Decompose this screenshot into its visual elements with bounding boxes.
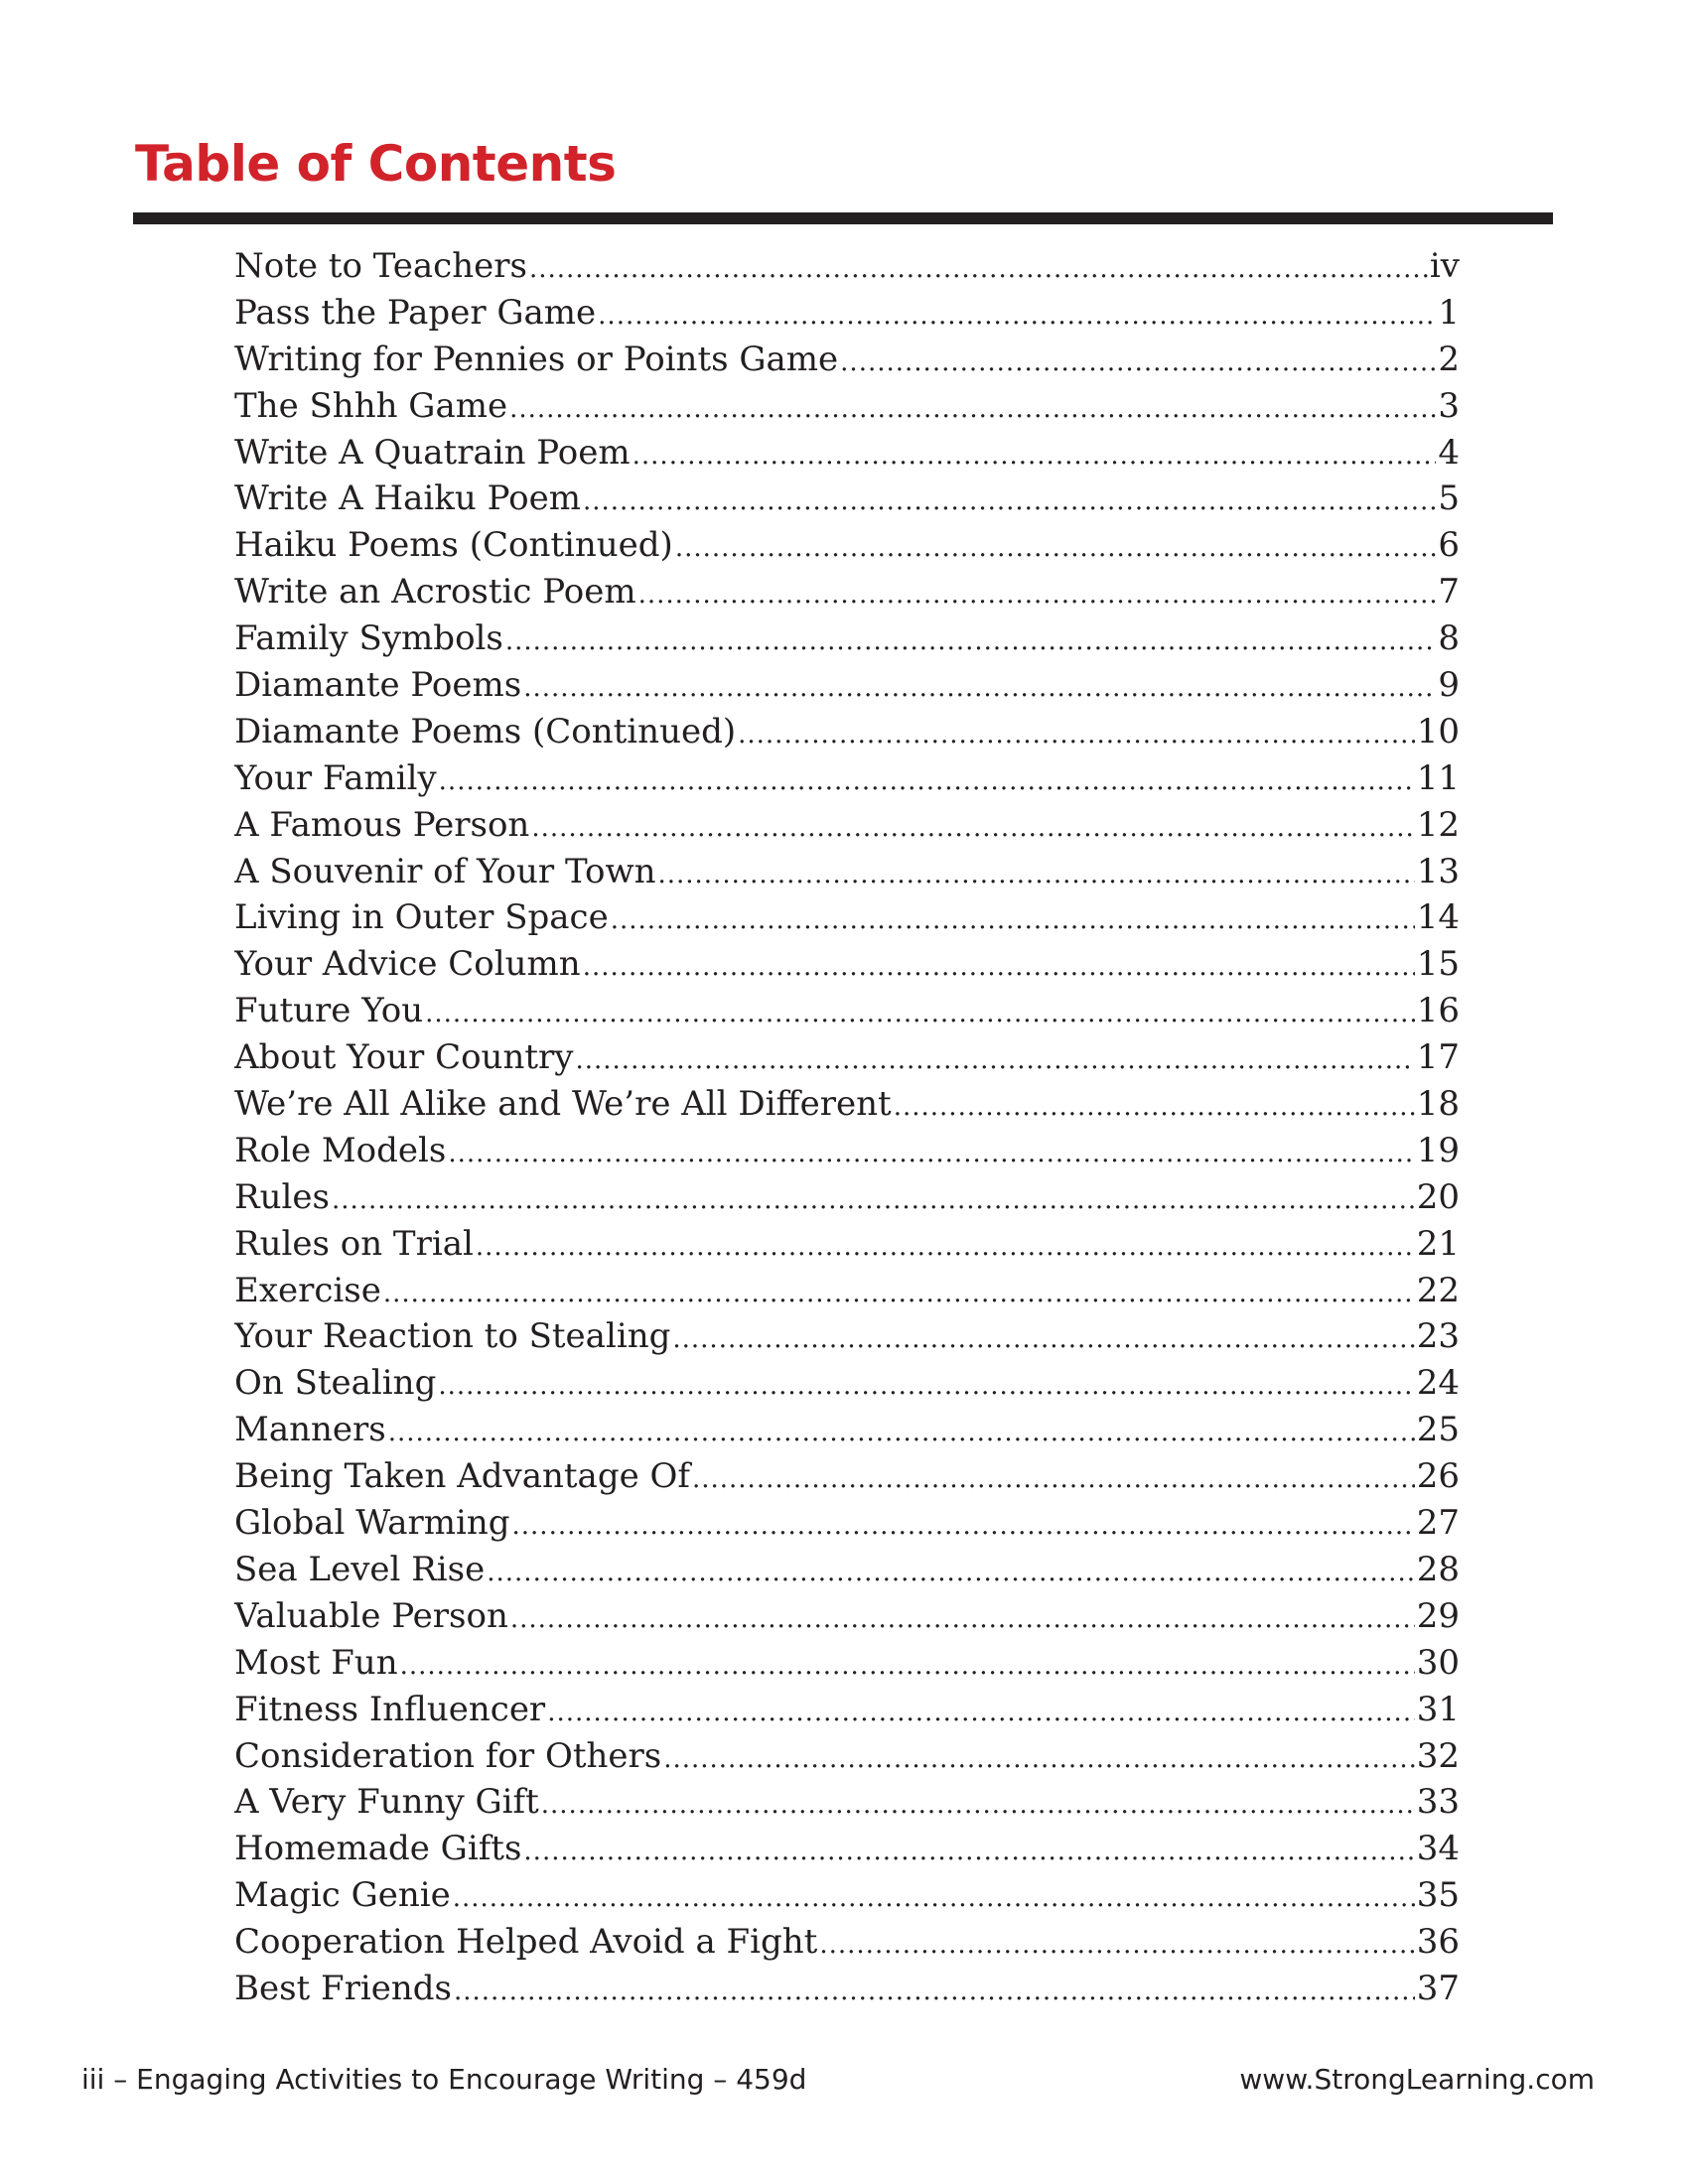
- toc-entry-page: 37: [1416, 1968, 1460, 2008]
- toc-entry: [234, 1363, 1460, 1410]
- toc-dot-leader: [383, 1279, 1415, 1308]
- toc-entry-page: 5: [1438, 478, 1460, 519]
- page-title: Table of Contents: [135, 135, 617, 193]
- toc-entry-page: 6: [1438, 525, 1460, 566]
- toc-entry-page: 25: [1416, 1410, 1460, 1450]
- toc-entry: [234, 712, 1460, 758]
- toc-dot-leader: [332, 1185, 1415, 1215]
- toc-dot-leader: [547, 1698, 1415, 1727]
- toc-entry-title: Living in Outer Space: [234, 897, 609, 938]
- toc-dot-leader: [611, 905, 1415, 935]
- toc-dot-leader: [840, 347, 1436, 377]
- toc-entry-page: 9: [1438, 665, 1460, 706]
- toc-dot-leader: [531, 813, 1414, 843]
- toc-dot-leader: [448, 1139, 1414, 1168]
- toc-entry-title: Rules on Trial: [234, 1223, 474, 1264]
- toc-dot-leader: [523, 1837, 1414, 1866]
- toc-entry-page: 33: [1416, 1782, 1460, 1823]
- toc-entry-title: Your Advice Column: [234, 944, 581, 985]
- toc-entry-page: 19: [1416, 1130, 1460, 1170]
- toc-entry-title: Write an Acrostic Poem: [234, 572, 636, 613]
- toc-dot-leader: [575, 1045, 1414, 1075]
- toc-entry: [234, 1782, 1460, 1829]
- toc-entry-page: 13: [1416, 851, 1460, 891]
- toc-entry-page: 11: [1416, 757, 1460, 798]
- toc-entry: [234, 525, 1460, 572]
- toc-dot-leader: [657, 860, 1414, 889]
- toc-entry-page: 16: [1416, 991, 1460, 1031]
- toc-dot-leader: [663, 1744, 1415, 1774]
- toc-entry-page: 14: [1416, 897, 1460, 938]
- toc-entry-title: Homemade Gifts: [234, 1829, 522, 1869]
- toc-entry-title: Pass the Paper Game: [234, 292, 597, 333]
- toc-dot-leader: [633, 441, 1437, 471]
- toc-entry: [234, 293, 1460, 340]
- toc-entry-page: 18: [1416, 1084, 1460, 1125]
- toc-entry-title: The Shhh Game: [234, 385, 508, 426]
- toc-dot-leader: [454, 1977, 1415, 2006]
- toc-entry: [234, 1177, 1460, 1224]
- toc-entry: [234, 1037, 1460, 1084]
- toc-entry-page: 23: [1416, 1316, 1460, 1357]
- toc-entry-title: Consideration for Others: [234, 1735, 662, 1776]
- toc-entry-title: Best Friends: [234, 1968, 452, 2008]
- toc-dot-leader: [487, 1558, 1414, 1587]
- toc-entry: [234, 805, 1460, 852]
- toc-entry: [234, 386, 1460, 433]
- toc-entry: [234, 340, 1460, 386]
- toc-dot-leader: [692, 1464, 1415, 1494]
- toc-entry-title: We’re All Alike and We’re All Different: [234, 1084, 892, 1125]
- toc-entry-title: Write A Haiku Poem: [234, 478, 581, 519]
- toc-dot-leader: [425, 999, 1415, 1028]
- toc-entry: [234, 1456, 1460, 1503]
- toc-dot-leader: [819, 1930, 1414, 1960]
- toc-entry-page: 8: [1438, 618, 1460, 659]
- footer-website: www.StrongLearning.com: [1239, 2063, 1595, 2096]
- toc-entry-title: Rules: [234, 1176, 330, 1217]
- toc-dot-leader: [638, 580, 1437, 610]
- toc-entry-page: 34: [1416, 1829, 1460, 1869]
- footer-page-label: iii – Engaging Activities to Encourage Writing – 459d: [81, 2063, 807, 2096]
- toc-entry-page: 26: [1416, 1456, 1460, 1497]
- toc-entry: [234, 246, 1460, 293]
- toc-dot-leader: [439, 766, 1415, 796]
- toc-entry-title: Your Reaction to Stealing: [234, 1316, 671, 1357]
- toc-entry: [234, 618, 1460, 665]
- toc-dot-leader: [509, 394, 1436, 424]
- toc-dot-leader: [894, 1092, 1415, 1122]
- toc-dot-leader: [738, 720, 1415, 750]
- toc-entry: [234, 1969, 1460, 2015]
- toc-entry: [234, 1829, 1460, 1875]
- toc-entry-page: 35: [1416, 1875, 1460, 1916]
- toc-entry: [234, 1550, 1460, 1596]
- toc-entry-title: Valuable Person: [234, 1595, 508, 1636]
- toc-entry: [234, 852, 1460, 898]
- toc-entry-title: Global Warming: [234, 1503, 510, 1544]
- toc-entry-page: 24: [1416, 1363, 1460, 1404]
- toc-entry: [234, 1922, 1460, 1969]
- toc-dot-leader: [476, 1232, 1415, 1262]
- toc-entry-page: 7: [1438, 572, 1460, 613]
- toc-dot-leader: [583, 486, 1436, 516]
- toc-entry-title: Exercise: [234, 1270, 381, 1310]
- toc-entry: [234, 1084, 1460, 1131]
- toc-entry: [234, 665, 1460, 712]
- toc-entry-title: A Very Funny Gift: [234, 1782, 539, 1823]
- toc-entry-title: Sea Level Rise: [234, 1549, 486, 1589]
- toc-entry-page: 30: [1416, 1642, 1460, 1683]
- toc-entry-page: 12: [1416, 804, 1460, 845]
- toc-entry-page: 10: [1416, 711, 1460, 751]
- toc-dot-leader: [438, 1371, 1414, 1401]
- toc-entry-page: 29: [1416, 1595, 1460, 1636]
- toc-dot-leader: [453, 1883, 1415, 1913]
- toc-entry: [234, 1131, 1460, 1177]
- toc-entry: [234, 478, 1460, 525]
- toc-entry-title: Role Models: [234, 1130, 447, 1170]
- toc-dot-leader: [583, 952, 1415, 982]
- toc-entry-page: 15: [1416, 944, 1460, 985]
- toc-entry-title: Writing for Pennies or Points Game: [234, 339, 839, 379]
- toc-dot-leader: [510, 1604, 1415, 1634]
- toc-entry-page: 17: [1416, 1037, 1460, 1078]
- toc-entry-title: Your Family: [234, 757, 437, 798]
- toc-dot-leader: [541, 1790, 1415, 1820]
- toc-entry-page: 4: [1438, 432, 1460, 473]
- toc-entry-page: 27: [1416, 1503, 1460, 1544]
- toc-entry: [234, 1410, 1460, 1456]
- toc-entry-page: 36: [1416, 1922, 1460, 1963]
- toc-dot-leader: [388, 1418, 1415, 1447]
- toc-entry: [234, 1643, 1460, 1690]
- toc-entry-title: Being Taken Advantage Of: [234, 1456, 690, 1497]
- toc-entry: [234, 1596, 1460, 1643]
- toc-entry-page: 2: [1438, 339, 1460, 379]
- toc-entry-title: A Famous Person: [234, 804, 530, 845]
- toc-dot-leader: [505, 626, 1437, 656]
- toc-entry-title: On Stealing: [234, 1363, 437, 1404]
- toc-entry-page: 20: [1416, 1176, 1460, 1217]
- toc-entry: [234, 991, 1460, 1037]
- toc-entry-page: 32: [1416, 1735, 1460, 1776]
- toc-entry: [234, 1271, 1460, 1317]
- toc-entry-title: Most Fun: [234, 1642, 398, 1683]
- toc-entry-title: Haiku Poems (Continued): [234, 525, 673, 566]
- toc-dot-leader: [672, 1324, 1414, 1354]
- toc-dot-leader: [523, 673, 1436, 703]
- toc-entry: [234, 1690, 1460, 1736]
- toc-entry-page: iv: [1429, 246, 1460, 286]
- toc-entry-page: 28: [1416, 1549, 1460, 1589]
- toc-entry: [234, 572, 1460, 618]
- toc-entry-page: 31: [1416, 1689, 1460, 1729]
- toc-entry: [234, 1736, 1460, 1783]
- toc-entry-title: Note to Teachers: [234, 246, 527, 286]
- toc-dot-leader: [598, 301, 1436, 331]
- toc-entry: [234, 1875, 1460, 1922]
- toc-dot-leader: [512, 1511, 1415, 1541]
- toc-entry-title: Manners: [234, 1410, 386, 1450]
- toc-dot-leader: [675, 533, 1437, 563]
- toc-entry-title: A Souvenir of Your Town: [234, 851, 656, 891]
- toc-entry-title: Family Symbols: [234, 618, 503, 659]
- title-divider: [133, 212, 1553, 224]
- toc-entry: [234, 944, 1460, 991]
- toc-entry: [234, 1224, 1460, 1271]
- toc-entry-page: 1: [1438, 292, 1460, 333]
- toc-entry: [234, 1503, 1460, 1550]
- toc-entry-title: Cooperation Helped Avoid a Fight: [234, 1922, 818, 1963]
- table-of-contents: [234, 246, 1460, 2015]
- toc-entry: [234, 758, 1460, 805]
- toc-entry-title: Future You: [234, 991, 424, 1031]
- toc-entry-title: Write A Quatrain Poem: [234, 432, 631, 473]
- toc-entry: [234, 433, 1460, 479]
- toc-dot-leader: [529, 254, 1428, 284]
- toc-dot-leader: [400, 1651, 1415, 1681]
- toc-entry: [234, 1316, 1460, 1363]
- toc-entry-page: 22: [1416, 1270, 1460, 1310]
- toc-entry-title: Fitness Influencer: [234, 1689, 546, 1729]
- toc-entry: [234, 897, 1460, 944]
- toc-entry-title: Diamante Poems (Continued): [234, 711, 737, 751]
- toc-entry-page: 3: [1438, 385, 1460, 426]
- toc-entry-title: Magic Genie: [234, 1875, 451, 1916]
- toc-entry-title: Diamante Poems: [234, 665, 522, 706]
- toc-entry-page: 21: [1416, 1223, 1460, 1264]
- toc-entry-title: About Your Country: [234, 1037, 574, 1078]
